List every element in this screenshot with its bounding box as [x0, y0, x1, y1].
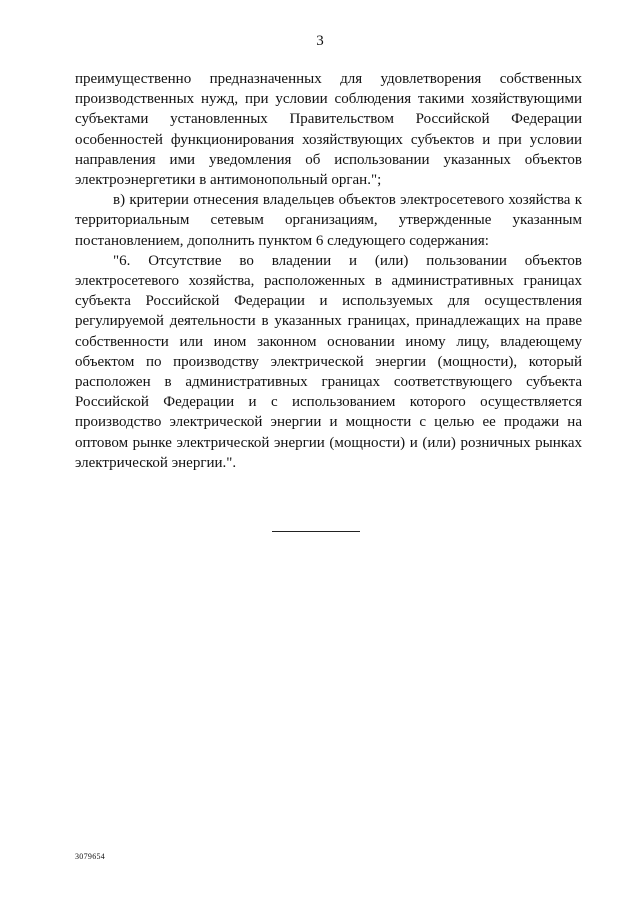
page-number: 3	[316, 33, 324, 49]
document-code: 3079654	[75, 852, 106, 861]
end-divider-line	[272, 531, 360, 532]
paragraph-item-v: в) критерии отнесения владельцев объектов электросетевого хозяйства к территориальным сетевым организациям, утвержденные указанным постановлением, дополнить пунктом 6 следующего содержания:	[75, 192, 582, 249]
paragraph-continuation: преимущественно предназначенных для удовлетворения собственных производственных нужд, при условии соблюдения такими хозяйствующими субъектами установленных Правительством Российской Федерации особенностей функционирования хозяйствующих субъектов и при условии направления ими уведомления об использовании указанных объектов электроэнергетики в антимонопольный орган.";	[75, 71, 582, 189]
document-body	[75, 69, 582, 473]
paragraph-point-6: "6. Отсутствие во владении и (или) пользовании объектов электросетевого хозяйства, расположенных в административных границах субъекта Российской Федерации и используемых для осуществления регулируемой деятельности в указанных границах, принадлежащих на праве собственности или ином законном основании иному лицу, владеющему объектом по производству электрической энергии (мощности), который расположен в административных границах соответствующего субъекта Российской Федерации и с использованием которого осуществляется производство электрической энергии и мощности с целью ее продажи на оптовом рынке электрической энергии (мощности) и (или) розничных рынках электрической энергии.".	[75, 252, 582, 471]
